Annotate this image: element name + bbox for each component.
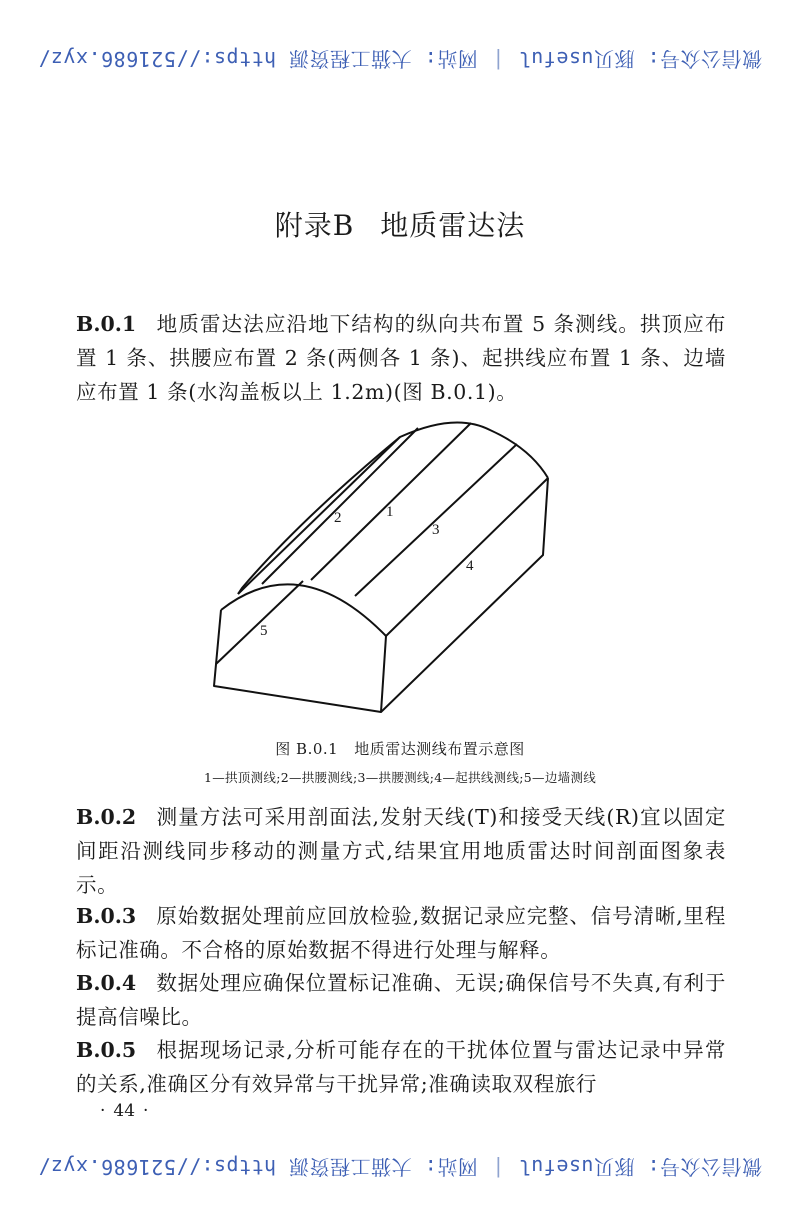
page-number-value: 44: [113, 1101, 136, 1121]
watermark-top: [0, 41, 800, 81]
caption-title: 地质雷达测线布置示意图: [354, 740, 525, 758]
section-b04: [76, 966, 726, 1034]
watermark-account: 微信公众号: 豚贝useful: [518, 47, 763, 72]
watermark-account: 微信公众号: 豚贝useful: [518, 1155, 763, 1180]
line-label-1: 1: [386, 504, 394, 520]
figure-legend: 1—拱顶测线;2—拱腰测线;3—拱腰测线;4—起拱线测线;5—边墙测线: [203, 770, 597, 785]
section-b02: [76, 800, 726, 902]
page-title: [0, 204, 800, 244]
caption-number: 图 B.0.1: [275, 740, 339, 758]
section-number: B.0.4: [76, 971, 137, 995]
section-b05: [76, 1033, 726, 1101]
line-label-4: 4: [466, 558, 474, 574]
page-number: · 44 ·: [100, 1101, 149, 1121]
watermark-bottom: [0, 1149, 800, 1189]
line-label-2: 2: [334, 510, 342, 526]
section-number: B.0.3: [76, 904, 137, 928]
section-text: 测量方法可采用剖面法,发射天线(T)和接受天线(R)宜以固定间距沿测线同步移动的测量方式,结果宜用地质雷达时间剖面图象表示。: [76, 805, 726, 897]
section-number: B.0.2: [76, 805, 137, 829]
watermark-separator: |: [491, 49, 505, 73]
line-label-3: 3: [432, 522, 440, 538]
title-main: 地质雷达法: [380, 209, 526, 242]
watermark-site: 网站: 大猫工程资源 https://521686.xyz/: [37, 1155, 478, 1180]
watermark-separator: |: [491, 1157, 505, 1181]
section-b01: [76, 307, 726, 409]
section-b03: [76, 899, 726, 967]
figure-caption: [0, 738, 800, 759]
line-label-5: 5: [260, 623, 268, 639]
section-number: B.0.1: [76, 312, 137, 336]
section-text: 数据处理应确保位置标记准确、无误;确保信号不失真,有利于提高信噪比。: [76, 971, 726, 1029]
watermark-site: 网站: 大猫工程资源 https://521686.xyz/: [37, 47, 478, 72]
section-text: 原始数据处理前应回放检验,数据记录应完整、信号清晰,里程标记准确。不合格的原始数据不得进行处理与解释。: [76, 904, 726, 962]
title-prefix: 附录B: [274, 209, 355, 242]
section-number: B.0.5: [76, 1038, 137, 1062]
section-text: 地质雷达法应沿地下结构的纵向共布置 5 条测线。拱顶应布置 1 条、拱腰应布置 2 条(两侧各 1 条)、起拱线应布置 1 条、边墙应布置 1 条(水沟盖板以上 1.2m)(图 B.0.1)。: [76, 312, 726, 404]
section-text: 根据现场记录,分析可能存在的干扰体位置与雷达记录中异常的关系,准确区分有效异常与干扰异常;准确读取双程旅行: [76, 1038, 726, 1096]
